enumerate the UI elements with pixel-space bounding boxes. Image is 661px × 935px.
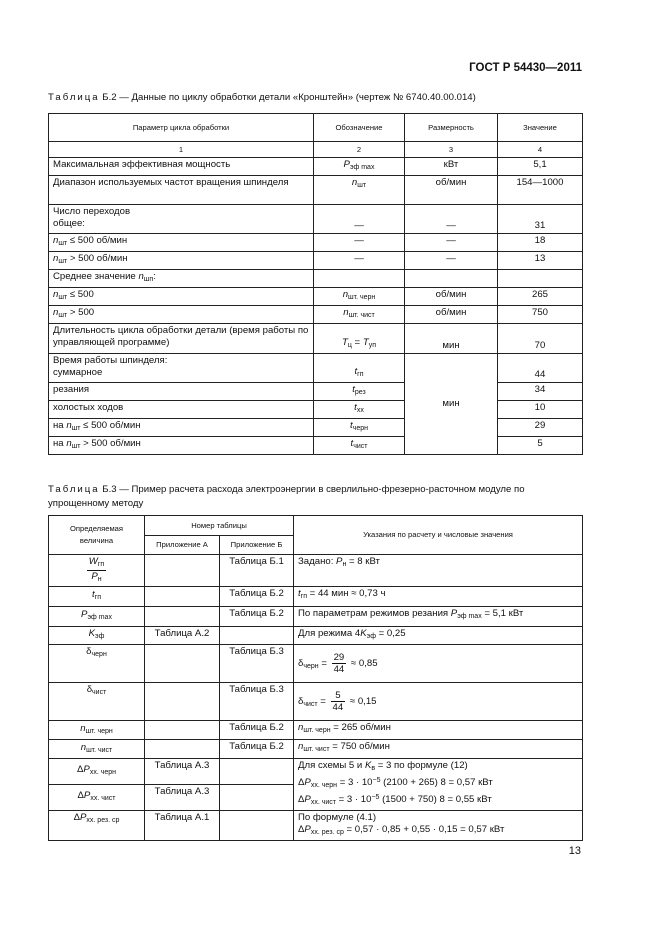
column-header: Размерность [405, 114, 498, 142]
caption-label: Таблица [48, 92, 100, 103]
symbol-cell: $T_ц = T_{уп}$ [314, 324, 405, 354]
unit-cell-merged: мин [405, 354, 498, 455]
page-number: 13 [568, 845, 581, 857]
unit-cell [405, 270, 498, 288]
unit-cell: — [405, 205, 498, 234]
table-row [49, 270, 583, 288]
column-header: Определяемая величина [49, 516, 145, 555]
table-row [49, 354, 583, 383]
symbol-cell: $t_{черн}$ [314, 419, 405, 437]
value-cell: 750 [498, 306, 583, 324]
symbol-cell: $n_{шт. черн}$ [314, 288, 405, 306]
note-cell: $\delta_{черн}$ = $\frac{29}{44}$ ≈ 0,85 [294, 645, 583, 683]
appendix-a-cell [145, 683, 220, 721]
column-number: 3 [405, 142, 498, 158]
column-header: Приложение А [145, 536, 220, 555]
appendix-b-cell [220, 759, 294, 785]
unit-cell: об/мин [405, 306, 498, 324]
appendix-b-cell: Таблица Б.2 [220, 607, 294, 627]
unit-cell: — [405, 234, 498, 252]
symbol-cell: $P_{эф max}$ [314, 158, 405, 176]
table-row [49, 555, 583, 587]
symbol-cell: $t_{гп}$ [314, 354, 405, 383]
table-row [49, 324, 583, 354]
symbol-cell: $n_{шт}$ [314, 176, 405, 205]
unit-cell: кВт [405, 158, 498, 176]
table-row [49, 627, 583, 645]
table-header-row [49, 114, 583, 142]
quantity-cell: $K_{эф}$ [49, 627, 145, 645]
table-b3-caption [48, 483, 588, 511]
quantity-cell: $\Delta P_{хх. рез. ср}$ [49, 811, 145, 841]
appendix-b-cell [220, 785, 294, 811]
unit-cell: об/мин [405, 176, 498, 205]
note-cell: $n_{шт. чист} = 750$ об/мин [294, 740, 583, 759]
quantity-cell: $n_{шт. черн}$ [49, 721, 145, 740]
appendix-b-cell [220, 627, 294, 645]
appendix-b-cell: Таблица Б.2 [220, 740, 294, 759]
table-row [49, 740, 583, 759]
param-cell: $n_{шт} > 500$ [49, 306, 314, 324]
value-cell: 5,1 [498, 158, 583, 176]
table-row [49, 252, 583, 270]
param-cell: на $n_{шт} \le 500$ об/мин [49, 419, 314, 437]
value-cell: 10 [498, 401, 583, 419]
value-cell: 5 [498, 437, 583, 455]
column-number: 1 [49, 142, 314, 158]
symbol-cell: $t_{хх}$ [314, 401, 405, 419]
table-row [49, 759, 583, 785]
caption-text: Б.3 — Пример расчета расхода электроэнергии в сверлильно-фрезерно-расточном модуле по упрощенному методу [48, 484, 525, 509]
param-cell: $n_{шт} \le 500$ [49, 288, 314, 306]
appendix-a-cell [145, 607, 220, 627]
appendix-a-cell: Таблица А.3 [145, 759, 220, 785]
table-row [49, 607, 583, 627]
table-row [49, 683, 583, 721]
symbol-cell: — [314, 252, 405, 270]
table-row [49, 437, 583, 455]
table-row [49, 587, 583, 607]
param-cell: $n_{шт} > 500$ об/мин [49, 252, 314, 270]
param-cell: Длительность цикла обработки детали (время работы по управляющей программе) [49, 324, 314, 354]
param-cell: Диапазон используемых частот вращения шпинделя [49, 176, 314, 205]
note-cell: Для режима $4K_{эф} = 0,25$ [294, 627, 583, 645]
table-row [49, 383, 583, 401]
table-row [49, 811, 583, 841]
column-header: Указания по расчету и числовые значения [294, 516, 583, 555]
table-row [49, 721, 583, 740]
appendix-b-cell: Таблица Б.2 [220, 721, 294, 740]
value-cell [498, 270, 583, 288]
column-header: Обозначение [314, 114, 405, 142]
table-row [49, 401, 583, 419]
appendix-b-cell: Таблица Б.3 [220, 645, 294, 683]
value-cell: 34 [498, 383, 583, 401]
note-cell: Задано: $P_н = 8$ кВт [294, 555, 583, 587]
note-cell: $\delta_{чист}$ = $\frac{5}{44}$ ≈ 0,15 [294, 683, 583, 721]
caption-text: Б.2 — Данные по циклу обработки детали «Кронштейн» (чертеж № 6740.40.00.014) [102, 92, 476, 103]
quantity-cell: $\delta_{чист}$ [49, 683, 145, 721]
param-cell: $n_{шт} \le 500$ об/мин [49, 234, 314, 252]
symbol-cell: $t_{рез}$ [314, 383, 405, 401]
table-b3 [48, 515, 583, 841]
appendix-a-cell: Таблица А.1 [145, 811, 220, 841]
quantity-cell: $n_{шт. чист}$ [49, 740, 145, 759]
table-row [49, 288, 583, 306]
symbol-cell: $t_{чист}$ [314, 437, 405, 455]
value-cell: 13 [498, 252, 583, 270]
note-cell: По формуле (4.1) $\Delta P_{хх. рез. ср} = 0,57 \cdot 0,85 + 0,55 \cdot 0,15 = 0,57$ кВт [294, 811, 583, 841]
value-cell: 31 [498, 205, 583, 234]
table-b2 [48, 113, 583, 455]
symbol-cell: — [314, 205, 405, 234]
value-cell: 44 [498, 354, 583, 383]
symbol-cell [314, 270, 405, 288]
column-header: Приложение Б [220, 536, 294, 555]
note-cell: $n_{шт. черн} = 265$ об/мин [294, 721, 583, 740]
appendix-b-cell: Таблица Б.3 [220, 683, 294, 721]
value-cell: 70 [498, 324, 583, 354]
appendix-a-cell [145, 645, 220, 683]
quantity-cell: $\Delta P_{хх. черн}$ [49, 759, 145, 785]
appendix-b-cell: Таблица Б.2 [220, 587, 294, 607]
column-number: 4 [498, 142, 583, 158]
value-cell: 265 [498, 288, 583, 306]
appendix-a-cell: Таблица А.3 [145, 785, 220, 811]
param-cell: Максимальная эффективная мощность [49, 158, 314, 176]
document-header: ГОСТ Р 54430—2011 [469, 62, 582, 74]
unit-cell: мин [405, 324, 498, 354]
symbol-cell: $n_{шт. чист}$ [314, 306, 405, 324]
param-cell: на $n_{шт} > 500$ об/мин [49, 437, 314, 455]
appendix-a-cell [145, 587, 220, 607]
param-cell: холостых ходов [49, 401, 314, 419]
value-cell: 154—1000 [498, 176, 583, 205]
param-cell: резания [49, 383, 314, 401]
table-row [49, 205, 583, 234]
column-number-row [49, 142, 583, 158]
table-row [49, 234, 583, 252]
column-header: Номер таблицы [145, 516, 294, 536]
unit-cell: — [405, 252, 498, 270]
column-header: Параметр цикла обработки [49, 114, 314, 142]
table-header-row [49, 516, 583, 536]
quantity-cell: $P_{эф max}$ [49, 607, 145, 627]
param-cell: Среднее значение $n_{шп}$: [49, 270, 314, 288]
appendix-b-cell: Таблица Б.1 [220, 555, 294, 587]
symbol-cell: — [314, 234, 405, 252]
note-cell-merged: Для схемы 5 и $K_в = 3$ по формуле (12) $\Delta P_{хх. черн} = 3 \cdot 10^{-5}$ (2100 + 265) 8 = 0,57 кВт $\Delta P_{хх. чист} = 3 \cdot 10^{-5}$ (1500 + 750) 8 = 0,55 кВт [294, 759, 583, 811]
quantity-cell: $\frac{W_{гп}}{P_н}$ [49, 555, 145, 587]
appendix-a-cell [145, 721, 220, 740]
value-cell: 29 [498, 419, 583, 437]
table-b2-caption [48, 91, 476, 105]
quantity-cell: $\delta_{черн}$ [49, 645, 145, 683]
caption-label: Таблица [48, 484, 100, 495]
appendix-a-cell [145, 555, 220, 587]
note-cell: По параметрам режимов резания $P_{эф max} = 5,1$ кВт [294, 607, 583, 627]
table-row [49, 158, 583, 176]
value-cell: 18 [498, 234, 583, 252]
column-number: 2 [314, 142, 405, 158]
quantity-cell: $\Delta P_{хх. чист}$ [49, 785, 145, 811]
appendix-a-cell [145, 740, 220, 759]
table-row [49, 645, 583, 683]
table-row [49, 306, 583, 324]
table-row [49, 419, 583, 437]
appendix-a-cell: Таблица А.2 [145, 627, 220, 645]
param-cell: Число переходов общее: [49, 205, 314, 234]
appendix-b-cell [220, 811, 294, 841]
unit-cell: об/мин [405, 288, 498, 306]
param-cell: Время работы шпинделя: суммарное [49, 354, 314, 383]
note-cell: $t_{гп} = 44$ мин ≈ 0,73 ч [294, 587, 583, 607]
column-header: Значение [498, 114, 583, 142]
quantity-cell: $t_{гп}$ [49, 587, 145, 607]
table-row [49, 176, 583, 205]
